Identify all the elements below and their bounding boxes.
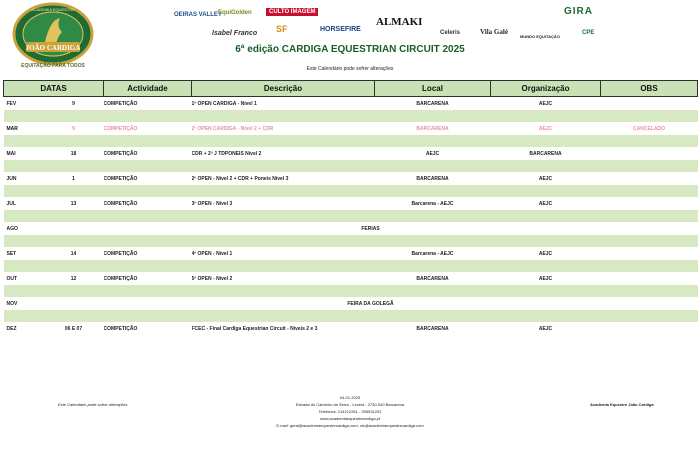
description-cell: 4º OPEN - Nível 1: [192, 247, 375, 260]
day-cell: 9: [44, 122, 104, 135]
sponsor-isabel-franco: Isabel Franco: [212, 30, 258, 37]
month-label: NOV: [4, 297, 44, 310]
org-cell: AEJC: [491, 172, 601, 185]
header-local: Local: [375, 81, 491, 97]
sponsor-celeris: Celeris: [440, 30, 461, 36]
table-row: [4, 122, 698, 135]
obs-cell: [601, 197, 698, 210]
footer-contact: [250, 394, 450, 429]
footer-academy-name: Academia Equestre João Cardiga: [590, 402, 654, 407]
sponsor-equigolden: EquiGolden: [218, 10, 252, 16]
logo-tagline: EQUITAÇÃO PARA TODOS: [21, 63, 85, 69]
day-cell: 06 E 07: [44, 322, 104, 335]
day-cell: 13: [44, 197, 104, 210]
month-label: SET: [4, 247, 44, 260]
org-cell: AEJC: [491, 272, 601, 285]
org-cell: AEJC: [491, 322, 601, 335]
span-text-cell: FERIAS: [44, 222, 698, 235]
header-descricao: Descrição: [192, 81, 375, 97]
spacer-row: [4, 110, 698, 122]
header-datas: DATAS: [4, 81, 104, 97]
month-label: FEV: [4, 97, 44, 111]
header-actividade: Actividade: [104, 81, 192, 97]
local-cell: Barcarena - AEJC: [375, 197, 491, 210]
local-cell: BARCARENA: [375, 322, 491, 335]
sponsor-mundo-equitacao: MUNDO EQUITAÇÃO: [520, 34, 560, 39]
sponsor-oeiras: OEIRAS VALLEY: [174, 12, 222, 18]
activity-cell: COMPETIÇÃO: [104, 322, 192, 335]
org-cell: AEJC: [491, 247, 601, 260]
activity-cell: COMPETIÇÃO: [104, 172, 192, 185]
sponsor-culto-imagem: CULTO IMAGEM: [266, 8, 318, 16]
activity-cell: COMPETIÇÃO: [104, 272, 192, 285]
activity-cell: COMPETIÇÃO: [104, 197, 192, 210]
local-cell: Barcarena - AEJC: [375, 247, 491, 260]
sponsor-sf: SF: [276, 24, 288, 34]
table-row: [4, 297, 698, 310]
obs-cell: [601, 147, 698, 160]
description-cell: 3º OPEN - Nível 3: [192, 197, 375, 210]
academy-logo: [12, 2, 94, 66]
activity-cell: COMPETIÇÃO: [104, 247, 192, 260]
description-cell: FCEC - Final Cardiga Equestrian Circuit - Niveis 2 e 3: [192, 322, 375, 335]
month-label: JUL: [4, 197, 44, 210]
month-label: MAR: [4, 122, 44, 135]
local-cell: BARCARENA: [375, 172, 491, 185]
day-cell: 1: [44, 172, 104, 185]
description-cell: 5º OPEN - Nível 2: [192, 272, 375, 285]
org-cell: AEJC: [491, 122, 601, 135]
header-obs: OBS: [601, 81, 698, 97]
page-subtitle: Este Calendário pode sofrer alterações: [306, 66, 394, 72]
table-row: [4, 147, 698, 160]
page-footer: [0, 390, 700, 450]
footer-disclaimer: Este Calendário pode sofrer alterações: [58, 402, 128, 407]
spacer-row: [4, 160, 698, 172]
footer-address: Estrada do Caminho da Serra - Leceia - 2730-040 Barcarena: [295, 402, 405, 407]
header-organizacao: Organização: [491, 81, 601, 97]
sponsor-gira: GIRA: [564, 6, 593, 17]
calendar-table: [3, 80, 698, 335]
description-cell: CDR + 2ª J TDPONEIS Nível 2: [192, 147, 375, 160]
month-label: JUN: [4, 172, 44, 185]
spacer-row: [4, 185, 698, 197]
table-row: [4, 97, 698, 111]
day-cell: 9: [44, 97, 104, 111]
local-cell: AEJC: [375, 147, 491, 160]
svg-text:ACADEMIA EQUESTRE: ACADEMIA EQUESTRE: [31, 7, 75, 12]
table-row: [4, 197, 698, 210]
obs-cell: CANCELADO: [601, 122, 698, 135]
span-text-cell: FEIRA DA GOLEGÃ: [44, 297, 698, 310]
local-cell: BARCARENA: [375, 122, 491, 135]
footer-phones: Telefones: 214212261 - 935531292: [318, 409, 382, 414]
day-cell: 18: [44, 147, 104, 160]
spacer-row: [4, 135, 698, 147]
obs-cell: [601, 272, 698, 285]
page-title: 6ª edição CARDIGA EQUESTRIAN CIRCUIT 2025: [235, 44, 465, 55]
spacer-row: [4, 310, 698, 322]
activity-cell: COMPETIÇÃO: [104, 147, 192, 160]
sponsor-almaki: ALMAKI: [376, 16, 423, 28]
month-label: DEZ: [4, 322, 44, 335]
table-row: [4, 247, 698, 260]
obs-cell: [601, 247, 698, 260]
activity-cell: COMPETIÇÃO: [104, 122, 192, 135]
local-cell: BARCARENA: [375, 272, 491, 285]
svg-text:JOÃO CARDIGA: JOÃO CARDIGA: [25, 44, 81, 52]
table-row: [4, 222, 698, 235]
page-header: [0, 0, 700, 78]
footer-website-link[interactable]: www.academiaequestrecardiga.pt: [319, 416, 381, 421]
table-row: [4, 272, 698, 285]
description-cell: 1º OPEN CARDIGA - Nível 1: [192, 97, 375, 111]
spacer-row: [4, 235, 698, 247]
local-cell: BARCARENA: [375, 97, 491, 111]
activity-cell: COMPETIÇÃO: [104, 97, 192, 111]
sponsor-cpe: CPE: [582, 30, 595, 36]
month-label: MAI: [4, 147, 44, 160]
spacer-row: [4, 285, 698, 297]
month-label: OUT: [4, 272, 44, 285]
description-cell: 2º OPEN CARDIGA - Nível 2 + CDR: [192, 122, 375, 135]
obs-cell: [601, 322, 698, 335]
obs-cell: [601, 172, 698, 185]
table-header-row: [4, 81, 698, 97]
table-row: [4, 322, 698, 335]
footer-date: 04-01-2025: [339, 395, 361, 400]
footer-email-link[interactable]: E-mail: geral@academiaequestrecardiga.com; ctc@academiaequestrecardiga.com: [276, 423, 424, 428]
sponsor-horsefire: HORSEFIRE: [320, 26, 361, 33]
org-cell: AEJC: [491, 97, 601, 111]
day-cell: 14: [44, 247, 104, 260]
obs-cell: [601, 97, 698, 111]
org-cell: BARCARENA: [491, 147, 601, 160]
sponsor-vila-gale: Vila Galé: [480, 28, 508, 36]
month-label: AGO: [4, 222, 44, 235]
day-cell: 12: [44, 272, 104, 285]
description-cell: 2º OPEN - Nível 2 + CDR + Poneis Nível 3: [192, 172, 375, 185]
spacer-row: [4, 210, 698, 222]
org-cell: AEJC: [491, 197, 601, 210]
spacer-row: [4, 260, 698, 272]
table-row: [4, 172, 698, 185]
